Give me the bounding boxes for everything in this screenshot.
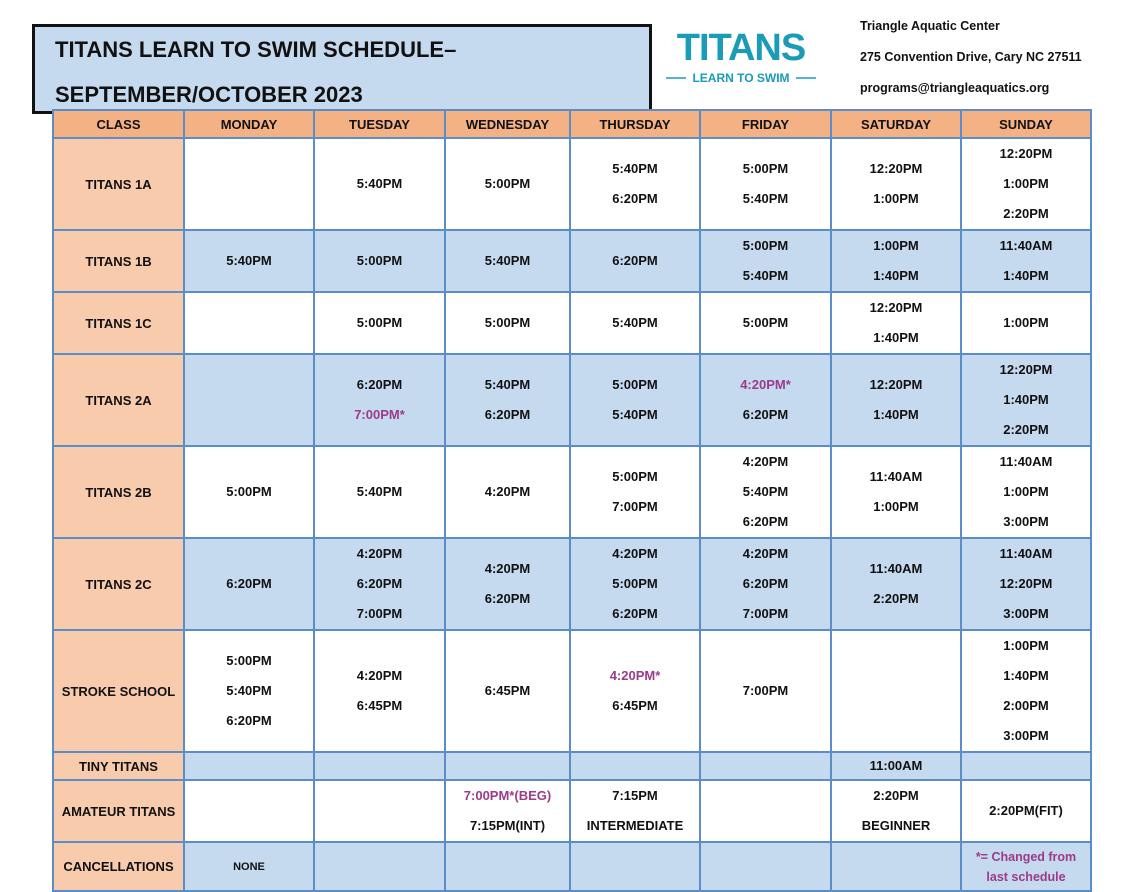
time-slot: 1:00PM (873, 499, 919, 514)
time-slot: 7:00PM*(BEG) (463, 788, 552, 803)
schedule-cell (570, 630, 700, 752)
schedule-cell (445, 446, 570, 538)
time-slot: 5:40PM (742, 268, 789, 283)
logo-tagline: LEARN TO SWIM (692, 71, 790, 85)
header-sunday: SUNDAY (961, 110, 1091, 138)
header-friday: FRIDAY (700, 110, 831, 138)
center-name: Triangle Aquatic Center (860, 19, 1000, 33)
time-slot: 12:20PM (999, 576, 1053, 591)
schedule-cell (184, 446, 314, 538)
time-slot: 11:40AM (999, 454, 1053, 469)
schedule-cell (445, 230, 570, 292)
time-slot: 5:40PM (612, 315, 658, 330)
time-slot: 4:20PM (484, 484, 531, 499)
schedule-cell (831, 446, 961, 538)
schedule-cell (184, 630, 314, 752)
class-name-cell: TITANS 2B (53, 446, 184, 538)
time-slot: 2:20PM (873, 591, 919, 606)
time-slot: 1:40PM (1003, 392, 1049, 407)
time-slot: 1:00PM (873, 238, 919, 253)
class-name-cell: TITANS 2A (53, 354, 184, 446)
time-slot: 4:20PM (612, 546, 658, 561)
time-slot: 1:40PM (873, 268, 919, 283)
schedule-cell (314, 842, 445, 891)
schedule-cell (314, 354, 445, 446)
table-row (53, 138, 1091, 230)
class-name-cell: STROKE SCHOOL (53, 630, 184, 752)
changed-legend-note: last schedule (986, 869, 1066, 884)
time-slot: 7:00PM (742, 683, 789, 698)
time-slot: 6:45PM (356, 698, 403, 713)
time-slot: 1:40PM (873, 330, 919, 345)
header-thursday: THURSDAY (570, 110, 700, 138)
header-class: CLASS (53, 110, 184, 138)
schedule-cell (570, 230, 700, 292)
time-slot: 11:40AM (999, 546, 1053, 561)
table-row (53, 780, 1091, 842)
time-slot: 11:40AM (869, 561, 923, 576)
class-name-cell: TITANS 1C (53, 292, 184, 354)
schedule-cell (445, 138, 570, 230)
schedule-cell (445, 842, 570, 891)
schedule-cell (831, 630, 961, 752)
schedule-cell (570, 752, 700, 780)
time-slot: 5:00PM (612, 469, 658, 484)
time-slot: 7:15PM (612, 788, 658, 803)
header-wednesday: WEDNESDAY (445, 110, 570, 138)
time-slot: 7:00PM (742, 606, 789, 621)
time-slot: 4:20PM (742, 546, 789, 561)
schedule-cell (570, 292, 700, 354)
time-slot: 6:20PM (612, 191, 658, 206)
schedule-cell (961, 780, 1091, 842)
time-slot: 12:20PM (999, 146, 1053, 161)
time-slot: 5:40PM (226, 253, 272, 268)
time-slot: 3:00PM (1003, 728, 1049, 743)
title-box (32, 24, 652, 114)
logo-wordmark: TITANS (676, 27, 806, 69)
time-slot: INTERMEDIATE (586, 818, 684, 833)
time-slot: 2:20PM (873, 788, 919, 803)
center-address: 275 Convention Drive, Cary NC 27511 (860, 50, 1082, 64)
time-slot: 6:20PM (356, 377, 403, 392)
table-row (53, 630, 1091, 752)
time-slot: 5:00PM (484, 176, 531, 191)
time-slot: 5:00PM (612, 377, 658, 392)
schedule-cell (570, 138, 700, 230)
center-email: programs@triangleaquatics.org (860, 81, 1050, 95)
schedule-body (53, 138, 1091, 891)
schedule-cell (314, 138, 445, 230)
header-saturday: SATURDAY (831, 110, 961, 138)
schedule-cell (961, 138, 1091, 230)
time-slot: 4:20PM (742, 454, 789, 469)
time-slot: 2:20PM(FIT) (989, 803, 1063, 818)
class-name-cell: CANCELLATIONS (53, 842, 184, 891)
time-slot: 1:40PM (873, 407, 919, 422)
schedule-cell (700, 630, 831, 752)
schedule-cell (184, 138, 314, 230)
schedule-cell (314, 752, 445, 780)
class-name-cell: AMATEUR TITANS (53, 780, 184, 842)
schedule-cell (184, 230, 314, 292)
schedule-cell (445, 292, 570, 354)
time-slot: 5:00PM (484, 315, 531, 330)
time-slot: 7:00PM (356, 606, 403, 621)
time-slot: 3:00PM (1003, 606, 1049, 621)
page-title-line-2: SEPTEMBER/OCTOBER 2023 (55, 82, 363, 107)
table-row (53, 538, 1091, 630)
time-slot: BEGINNER (861, 818, 931, 833)
schedule-cell (961, 630, 1091, 752)
header-monday: MONDAY (184, 110, 314, 138)
time-slot: 1:00PM (873, 191, 919, 206)
schedule-cell (314, 538, 445, 630)
time-slot: 6:20PM (484, 407, 531, 422)
time-slot: 2:20PM (1003, 422, 1049, 437)
schedule-cell (570, 354, 700, 446)
changed-legend-note: *= Changed from (975, 849, 1077, 864)
time-slot: 1:00PM (1003, 176, 1049, 191)
schedule-cell (831, 230, 961, 292)
time-slot: 5:00PM (612, 576, 658, 591)
schedule-cell (700, 354, 831, 446)
time-slot: 6:20PM (742, 407, 789, 422)
time-slot: 6:20PM (612, 253, 658, 268)
time-slot: 5:40PM (612, 407, 658, 422)
contact-info (860, 18, 1082, 111)
table-row (53, 230, 1091, 292)
schedule-cell (445, 780, 570, 842)
schedule-cell (961, 230, 1091, 292)
time-slot: 11:40AM (999, 238, 1053, 253)
time-slot: 12:20PM (869, 300, 923, 315)
time-slot: 5:00PM (742, 161, 789, 176)
time-slot: 6:45PM (612, 698, 658, 713)
time-slot: 7:15PM(INT) (469, 818, 546, 833)
time-slot: 5:40PM (226, 683, 272, 698)
time-slot: NONE (233, 860, 265, 873)
class-name-cell: TITANS 1B (53, 230, 184, 292)
schedule-cell (184, 292, 314, 354)
time-slot: 12:20PM (869, 161, 923, 176)
schedule-cell (700, 230, 831, 292)
time-slot: 1:40PM (1003, 268, 1049, 283)
schedule-table (52, 109, 1092, 892)
time-slot: 5:40PM (356, 176, 403, 191)
time-slot: 6:20PM (226, 713, 272, 728)
time-slot: 5:40PM (356, 484, 403, 499)
class-name-cell: TITANS 2C (53, 538, 184, 630)
page-title-line-1: TITANS LEARN TO SWIM SCHEDULE– (55, 37, 457, 62)
time-slot: 1:40PM (1003, 668, 1049, 683)
schedule-cell (184, 354, 314, 446)
schedule-cell (184, 538, 314, 630)
schedule-cell (831, 780, 961, 842)
time-slot: 1:00PM (1003, 484, 1049, 499)
time-slot: 6:20PM (226, 576, 272, 591)
schedule-cell (700, 292, 831, 354)
schedule-cell (961, 842, 1091, 891)
schedule-cell (445, 752, 570, 780)
schedule-cell (831, 538, 961, 630)
time-slot: 12:20PM (999, 362, 1053, 377)
schedule-cell (831, 138, 961, 230)
time-slot: 4:20PM* (609, 668, 661, 683)
time-slot: 5:00PM (742, 238, 789, 253)
schedule-cell (831, 752, 961, 780)
class-name-cell: TINY TITANS (53, 752, 184, 780)
time-slot: 5:00PM (226, 653, 272, 668)
schedule-cell (570, 538, 700, 630)
schedule-cell (570, 842, 700, 891)
schedule-cell (445, 630, 570, 752)
time-slot: 5:40PM (612, 161, 658, 176)
schedule-cell (700, 780, 831, 842)
schedule-cell (831, 842, 961, 891)
titans-logo (660, 26, 822, 90)
time-slot: 6:20PM (742, 514, 789, 529)
schedule-cell (961, 354, 1091, 446)
schedule-cell (700, 752, 831, 780)
time-slot: 6:20PM (742, 576, 789, 591)
time-slot: 6:45PM (484, 683, 531, 698)
schedule-cell (314, 292, 445, 354)
header-tuesday: TUESDAY (314, 110, 445, 138)
time-slot: 3:00PM (1003, 514, 1049, 529)
time-slot: 7:00PM (612, 499, 658, 514)
time-slot: 4:20PM (484, 561, 531, 576)
schedule-cell (961, 446, 1091, 538)
time-slot: 5:40PM (484, 377, 531, 392)
table-row (53, 752, 1091, 780)
table-row (53, 842, 1091, 891)
schedule-cell (700, 538, 831, 630)
time-slot: 5:40PM (742, 484, 789, 499)
time-slot: 2:20PM (1003, 206, 1049, 221)
schedule-cell (570, 446, 700, 538)
schedule-cell (831, 292, 961, 354)
time-slot: 5:40PM (484, 253, 531, 268)
time-slot: 4:20PM (356, 546, 403, 561)
schedule-cell (184, 752, 314, 780)
time-slot: 2:00PM (1003, 698, 1049, 713)
schedule-cell (831, 354, 961, 446)
time-slot: 5:00PM (226, 484, 272, 499)
time-slot: 5:00PM (742, 315, 789, 330)
time-slot: 5:00PM (356, 253, 403, 268)
time-slot: 5:40PM (742, 191, 789, 206)
schedule-cell (961, 752, 1091, 780)
class-name-cell: TITANS 1A (53, 138, 184, 230)
time-slot: 6:20PM (356, 576, 403, 591)
schedule-cell (961, 538, 1091, 630)
schedule-cell (961, 292, 1091, 354)
schedule-cell (700, 446, 831, 538)
schedule-cell (445, 538, 570, 630)
time-slot: 12:20PM (869, 377, 923, 392)
table-row (53, 354, 1091, 446)
time-slot: 6:20PM (484, 591, 531, 606)
time-slot: 11:40AM (869, 469, 923, 484)
time-slot: 4:20PM* (740, 377, 791, 392)
time-slot: 1:00PM (1003, 638, 1049, 653)
time-slot: 11:00AM (869, 758, 923, 773)
time-slot: 4:20PM (356, 668, 403, 683)
schedule-cell (184, 780, 314, 842)
schedule-cell (314, 446, 445, 538)
table-row (53, 292, 1091, 354)
table-row (53, 446, 1091, 538)
time-slot: 5:00PM (356, 315, 403, 330)
schedule-cell (570, 780, 700, 842)
schedule-cell (700, 842, 831, 891)
schedule-cell (445, 354, 570, 446)
time-slot: 1:00PM (1003, 315, 1049, 330)
header-row (53, 110, 1091, 138)
schedule-cell (700, 138, 831, 230)
time-slot: 6:20PM (612, 606, 658, 621)
schedule-cell (314, 780, 445, 842)
schedule-cell (314, 630, 445, 752)
schedule-cell (184, 842, 314, 891)
schedule-cell (314, 230, 445, 292)
time-slot: 7:00PM* (354, 407, 405, 422)
